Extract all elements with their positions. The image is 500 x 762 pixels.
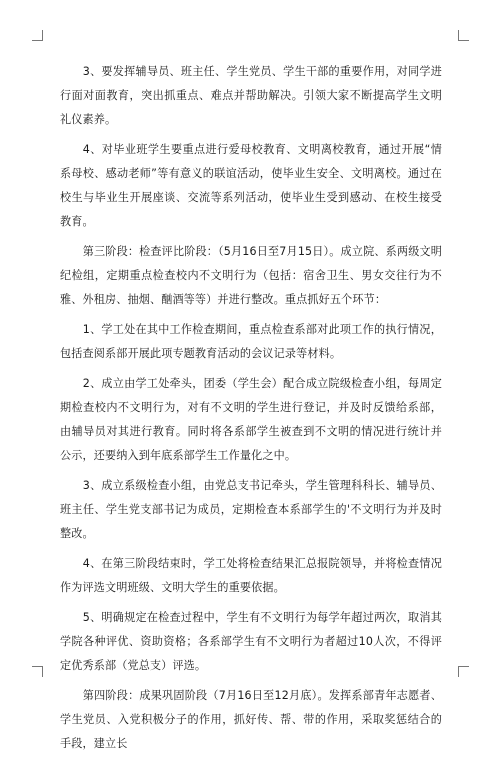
paragraph-stage-4-heading: 第四阶段：成果巩固阶段（7月16日至12月底）。发挥系部青年志愿者、学生党员、入党积极分子的作用，抓好传、帮、带的作用，采取奖惩结合的手段，建立长 xyxy=(60,689,442,750)
crop-mark-top-right xyxy=(458,30,469,41)
paragraph-step-5: 5、明确规定在检查过程中，学生有不文明行为每学年超过两次，取消其学院各种评优、资助资格；各系部学生有不文明行为者超过10人次，不得评定优秀系部（党总支）评选。 xyxy=(60,611,442,672)
paragraph-stage-3-heading: 第三阶段：检查评比阶段：（5月16日至7月15日）。成立院、系两级文明纪检组，定期重点检查校内不文明行为（包括：宿舍卫生、男女交往行为不雅、外租房、抽烟、酗酒等等）并进行整改。重点抓好五个环节： xyxy=(60,245,442,306)
document-body xyxy=(60,60,442,762)
paragraph-step-3: 3、成立系级检查小组，由党总支书记牵头，学生管理科科长、辅导员、班主任、学生党支部书记为成员，定期检查本系部学生的'不文明行为并及时整改。 xyxy=(60,479,442,540)
crop-mark-top-left xyxy=(32,30,43,41)
crop-mark-bottom-left xyxy=(32,666,43,677)
paragraph-step-4: 4、在第三阶段结束时，学工处将检查结果汇总报院领导，并将检查情况作为评选文明班级、文明大学生的重要依据。 xyxy=(60,557,442,594)
crop-mark-bottom-right xyxy=(458,666,469,677)
paragraph-item-4: 4、对毕业班学生要重点进行爱母校教育、文明离校教育，通过开展“情系母校、感动老师”等有意义的联谊活动，使毕业生安全、文明离校。通过在校生与毕业生开展座谈、交流等系列活动，使毕业生受到感动、在校生接受教育。 xyxy=(60,143,442,228)
paragraph-item-3: 3、要发挥辅导员、班主任、学生党员、学生干部的重要作用，对同学进行面对面教育，突出抓重点、难点并帮助解决。引领大家不断提高学生文明礼仪素养。 xyxy=(60,65,442,126)
paragraph-step-1: 1、学工处在其中工作检查期间，重点检查系部对此项工作的执行情况，包括查阅系部开展此项专题教育活动的会议记录等材料。 xyxy=(60,323,442,360)
paragraph-step-2: 2、成立由学工处牵头，团委（学生会）配合成立院级检查小组，每周定期检查校内不文明行为，对有不文明的学生进行登记，并及时反馈给系部，由辅导员对其进行教育。同时将各系部学生被查到不文明的情况进行统计并公示，还要纳入到年底系部学生工作量化之中。 xyxy=(60,377,442,462)
